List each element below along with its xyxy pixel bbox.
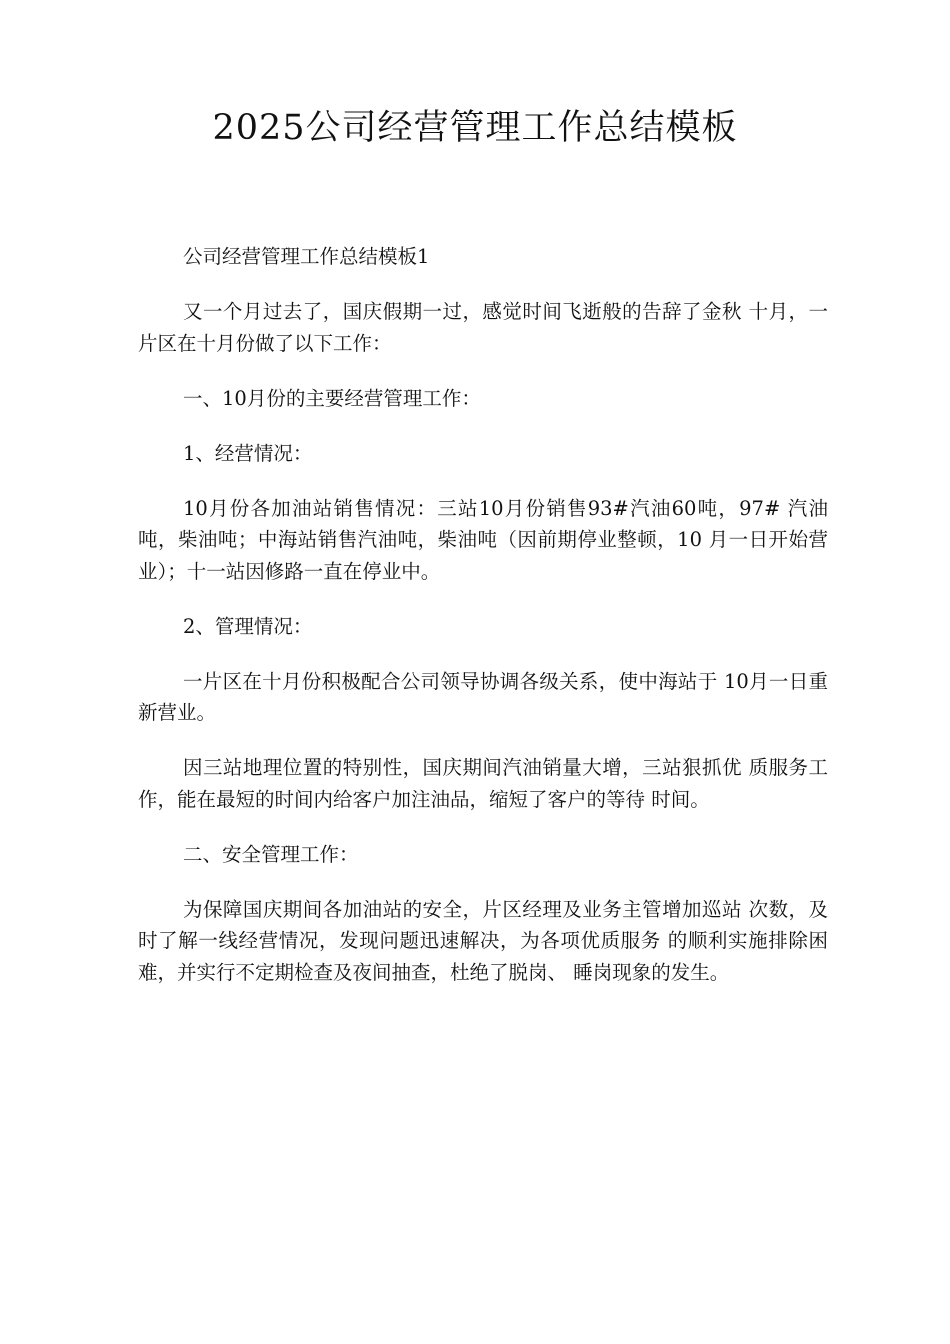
document-title: 2025公司经营管理工作总结模板 (212, 108, 738, 148)
subtitle-paragraph: 公司经营管理工作总结模板1 (183, 245, 430, 268)
section-heading-2: 二、安全管理工作： (183, 842, 359, 866)
intro-paragraph: 又一个月过去了，国庆假期一过，感觉时间飞逝般的告辞了金秋 十月，一片区在十月份做了以下工作： (138, 300, 828, 355)
subsection-heading-operations: 1、经营情况： (183, 441, 313, 465)
section-heading-1: 一、10月份的主要经营管理工作： (183, 386, 481, 410)
sales-paragraph: 10月份各加油站销售情况：三站10月份销售93#汽油60吨，97# 汽油吨，柴油吨；中海站销售汽油吨，柴油吨（因前期停业整顿，10 月一日开始营业）；十一站因修路一直在停业中。 (138, 496, 828, 583)
safety-paragraph: 为保障国庆期间各加油站的安全，片区经理及业务主管增加巡站 次数，及时了解一线经营情况，发现问题迅速解决，为各项优质服务 的顺利实施排除困难，并实行不定期检查及夜间抽查，杜绝了脱岗、 睡岗现象的发生。 (138, 897, 828, 984)
document-body (138, 241, 828, 1012)
subsection-heading-management: 2、管理情况： (183, 614, 313, 638)
management-paragraph: 一片区在十月份积极配合公司领导协调各级关系，使中海站于 10月一日重新营业。 (138, 669, 828, 724)
service-paragraph: 因三站地理位置的特别性，国庆期间汽油销量大增，三站狠抓优 质服务工作，能在最短的时间内给客户加注油品，缩短了客户的等待 时间。 (138, 756, 828, 811)
